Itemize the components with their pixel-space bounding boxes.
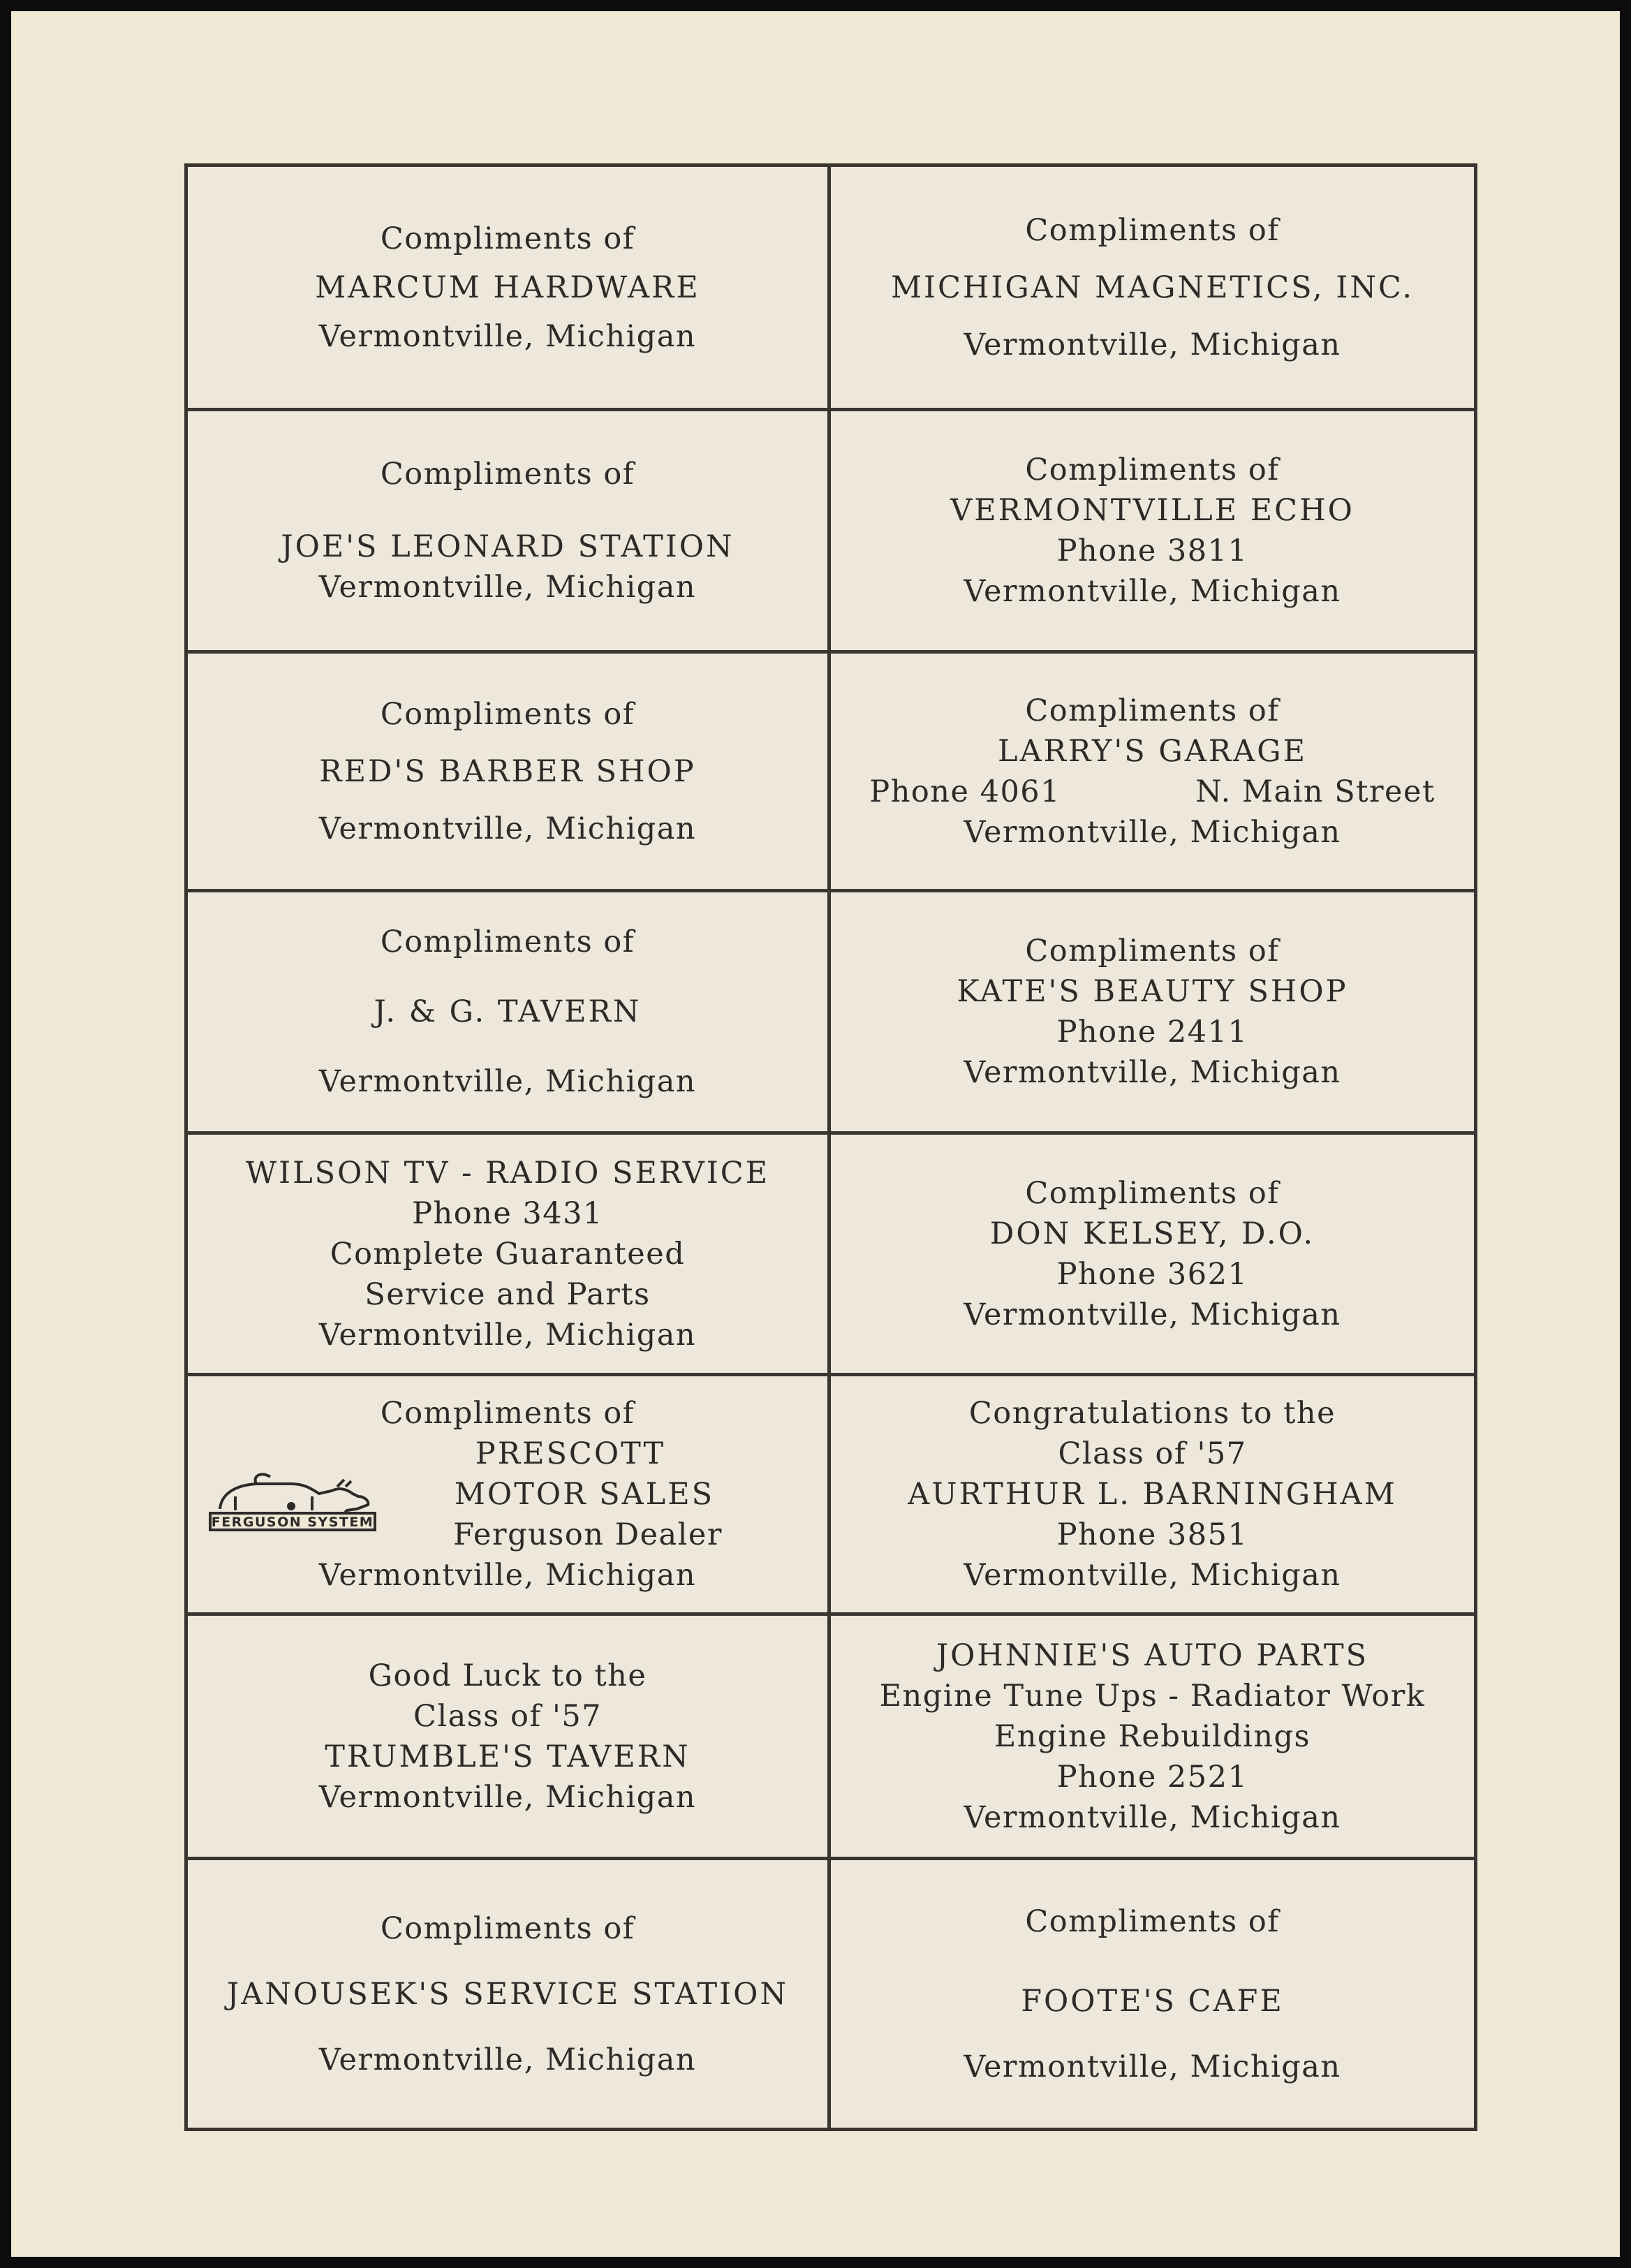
ad-business-name: PRESCOTT	[475, 1436, 666, 1471]
ad-business-name: RED'S BARBER SHOP	[319, 753, 696, 789]
ad-phone: Phone 3851	[1056, 1517, 1248, 1552]
ferguson-system-logo	[207, 1466, 382, 1533]
ad-marcum-hardware	[188, 167, 831, 411]
ad-kates-beauty-shop	[831, 892, 1474, 1135]
ad-business-name-2: MOTOR SALES	[454, 1477, 715, 1512]
ad-location: Vermontville, Michigan	[318, 2042, 697, 2077]
ad-michigan-magnetics	[831, 167, 1474, 411]
ad-line: Compliments of	[1025, 1175, 1280, 1211]
ad-business-name: J. & G. TAVERN	[374, 994, 642, 1029]
ad-contact-row	[869, 772, 1435, 812]
ad-location: Vermontville, Michigan	[318, 1558, 697, 1593]
ad-location: Vermontville, Michigan	[318, 318, 697, 354]
ad-location: Vermontville, Michigan	[318, 811, 697, 846]
ad-line: Compliments of	[380, 1910, 635, 1946]
ad-location: Vermontville, Michigan	[964, 574, 1341, 609]
ad-business-name: WILSON TV - RADIO SERVICE	[245, 1155, 770, 1191]
ad-business-name: JOHNNIE'S AUTO PARTS	[936, 1637, 1369, 1673]
ad-location: Vermontville, Michigan	[964, 2049, 1341, 2084]
page	[11, 11, 1620, 2257]
ad-prescott-motor-sales	[188, 1376, 831, 1616]
ad-business-name: AURTHUR L. BARNINGHAM	[908, 1477, 1397, 1512]
logo-text: FERGUSON SYSTEM	[211, 1515, 374, 1530]
ad-line: Compliments of	[1025, 212, 1280, 248]
ad-line: Compliments of	[380, 925, 635, 959]
ad-reds-barber-shop	[188, 654, 831, 892]
ad-line: Class of '57	[1058, 1436, 1247, 1471]
ad-jg-tavern	[188, 892, 831, 1135]
ad-trumbles-tavern	[188, 1616, 831, 1860]
ad-location: Vermontville, Michigan	[964, 327, 1341, 362]
ad-line: Engine Tune Ups - Radiator Work	[879, 1678, 1426, 1714]
ad-line: Compliments of	[380, 696, 635, 732]
ad-joes-leonard-station	[188, 411, 831, 654]
ad-line: Compliments of	[380, 1396, 635, 1431]
ad-line: Compliments of	[1025, 1904, 1280, 1939]
ad-phone: Phone 4061	[869, 774, 1061, 809]
ad-location: Vermontville, Michigan	[318, 1317, 697, 1353]
ad-phone: Phone 3621	[1056, 1256, 1248, 1292]
ad-line: Congratulations to the	[968, 1396, 1336, 1431]
ad-larrys-garage	[831, 654, 1474, 892]
ad-vermontville-echo	[831, 411, 1474, 654]
ad-phone: Phone 3811	[1056, 533, 1248, 568]
ad-location: Vermontville, Michigan	[964, 1297, 1341, 1332]
ad-line: Compliments of	[1025, 693, 1280, 728]
ad-location: Vermontville, Michigan	[318, 570, 697, 605]
ad-phone: Phone 2521	[1056, 1759, 1248, 1795]
ad-line: Compliments of	[380, 457, 635, 492]
ad-business-name: JANOUSEK'S SERVICE STATION	[226, 1976, 789, 2012]
ad-business-name: TRUMBLE'S TAVERN	[325, 1739, 691, 1774]
ad-business-name: DON KELSEY, D.O.	[989, 1216, 1315, 1251]
ad-line: Class of '57	[413, 1698, 603, 1734]
ad-location: Vermontville, Michigan	[964, 814, 1341, 850]
ad-line: Engine Rebuildings	[994, 1718, 1311, 1754]
ad-location: Vermontville, Michigan	[318, 1064, 697, 1099]
ad-business-name: MICHIGAN MAGNETICS, INC.	[890, 270, 1415, 305]
ad-business-name: MARCUM HARDWARE	[315, 270, 700, 305]
ad-business-name: LARRY'S GARAGE	[998, 733, 1307, 769]
ad-phone: Phone 3431	[412, 1195, 603, 1231]
ad-location: Vermontville, Michigan	[318, 1779, 697, 1815]
ad-line: Compliments of	[1025, 934, 1280, 969]
ad-location: Vermontville, Michigan	[964, 1055, 1341, 1090]
ad-line: Compliments of	[1025, 452, 1280, 487]
ad-johnnies-auto-parts	[831, 1616, 1474, 1860]
ad-business-name: FOOTE'S CAFE	[1021, 1983, 1284, 2019]
ad-business-name: JOE'S LEONARD STATION	[281, 529, 735, 564]
ad-footes-cafe	[831, 1860, 1474, 2128]
ad-line: Good Luck to the	[368, 1658, 647, 1693]
ad-aurthur-barningham	[831, 1376, 1474, 1616]
ad-location: Vermontville, Michigan	[964, 1558, 1341, 1593]
ad-phone: Phone 2411	[1056, 1015, 1248, 1050]
ad-line: Complete Guaranteed	[330, 1236, 686, 1272]
ad-grid	[184, 163, 1477, 2131]
ad-wilson-tv-radio	[188, 1135, 831, 1376]
ad-business-name: KATE'S BEAUTY SHOP	[957, 974, 1348, 1009]
ad-location: Vermontville, Michigan	[964, 1799, 1341, 1835]
ad-don-kelsey	[831, 1135, 1474, 1376]
ad-line: Service and Parts	[364, 1276, 651, 1312]
ad-address: N. Main Street	[1195, 774, 1436, 809]
ad-janouseks-service-station	[188, 1860, 831, 2128]
ad-line: Compliments of	[380, 221, 635, 256]
ad-business-name: VERMONTVILLE ECHO	[950, 493, 1355, 528]
ad-dealer: Ferguson Dealer	[453, 1517, 723, 1552]
